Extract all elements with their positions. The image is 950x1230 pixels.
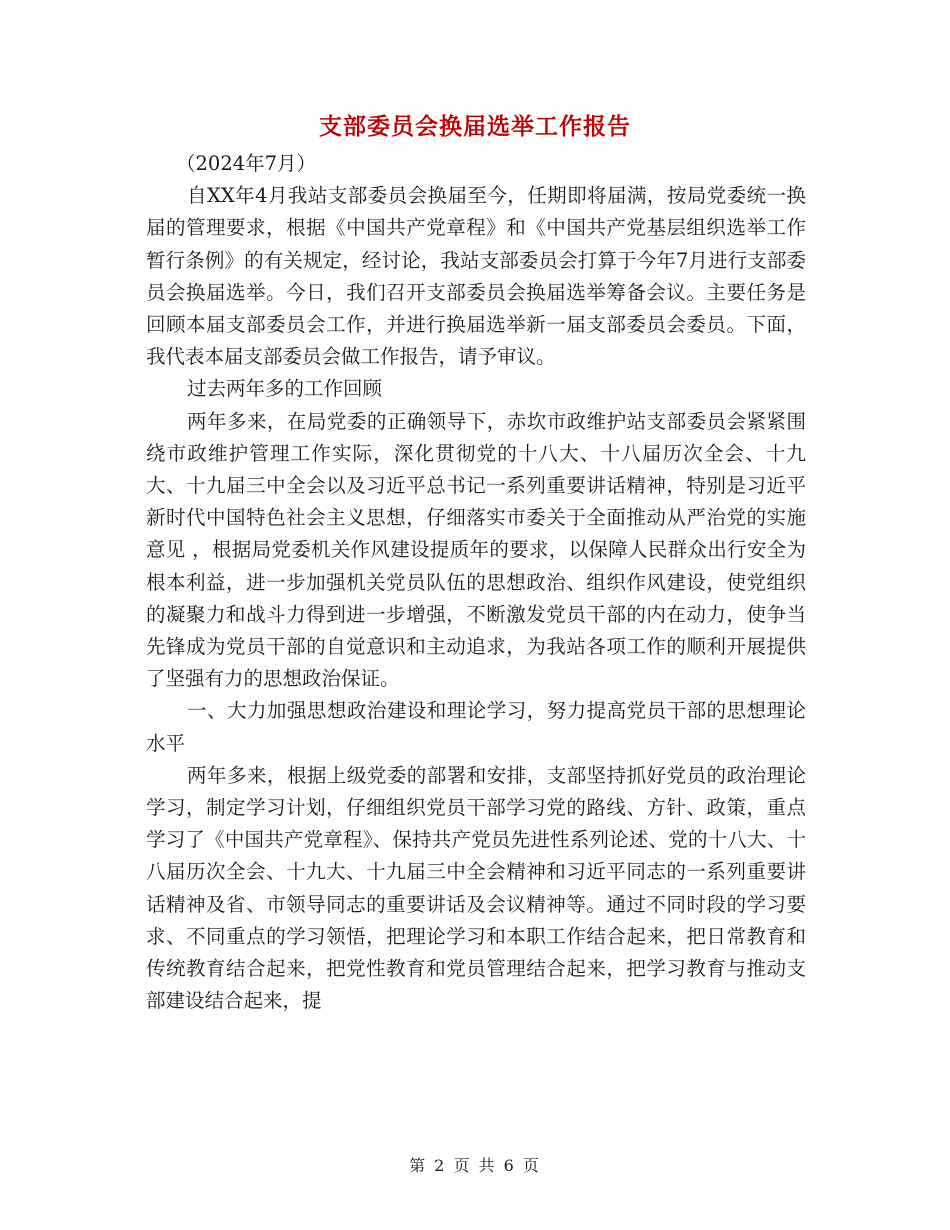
- document-body: [146, 148, 806, 1017]
- paragraph-intro: 自XX年4月我站支部委员会换届至今，任期即将届满，按局党委统一换届的管理要求，根据《中国共产党章程》和《中国共产党基层组织选举工作暂行条例》的有关规定，经讨论，我站支部委员会打算于今年7月进行支部委员会换届选举。今日，我们召开支部委员会换届选举筹备会议。主要任务是回顾本届支部委员会工作，并进行换届选举新一届支部委员会委员。下面，我代表本届支部委员会做工作报告，请予审议。: [146, 184, 806, 369]
- section-heading-one: 一、大力加强思想政治建设和理论学习，努力提高党员干部的思想理论水平: [146, 699, 806, 755]
- section-heading-review: 过去两年多的工作回顾: [187, 377, 383, 401]
- page-number-footer: 第 2 页 共 6 页: [409, 1156, 541, 1175]
- paragraph-study: 两年多来，根据上级党委的部署和安排，支部坚持抓好党员的政治理论学习，制定学习计划，仔细组织党员干部学习党的路线、方针、政策，重点学习了《中国共产党章程》、保持共产党员先进性系列论述、党的十八大、十八届历次全会、十九大、十九届三中全会精神和习近平同志的一系列重要讲话精神及省、市领导同志的重要讲话及会议精神等。通过不同时段的学习要求、不同重点的学习领悟，把理论学习和本职工作结合起来，把日常教育和传统教育结合起来，把党性教育和党员管理结合起来，把学习教育与推动支部建设结合起来，提: [146, 763, 806, 1013]
- document-title: 支部委员会换届选举工作报告: [319, 113, 631, 140]
- report-date: （2024年7月）: [176, 152, 317, 175]
- paragraph-review: 两年多来，在局党委的正确领导下，赤坎市政维护站支部委员会紧紧围绕市政维护管理工作实际，深化贯彻党的十八大、十八届历次全会、十九大、十九届三中全会以及习近平总书记一系列重要讲话精神，特别是习近平新时代中国特色社会主义思想，仔细落实市委关于全面推动从严治党的实施意见 ，根据局党委机关作风建设提质年的要求，以保障人民群众出行安全为根本利益，进一步加强机关党员队伍的思想政治、组织作风建设，使党组织的凝聚力和战斗力得到进一步增强，不断激发党员干部的内在动力，使争当先锋成为党员干部的自觉意识和主动追求，为我站各项工作的顺利开展提供了坚强有力的思想政治保证。: [146, 409, 806, 691]
